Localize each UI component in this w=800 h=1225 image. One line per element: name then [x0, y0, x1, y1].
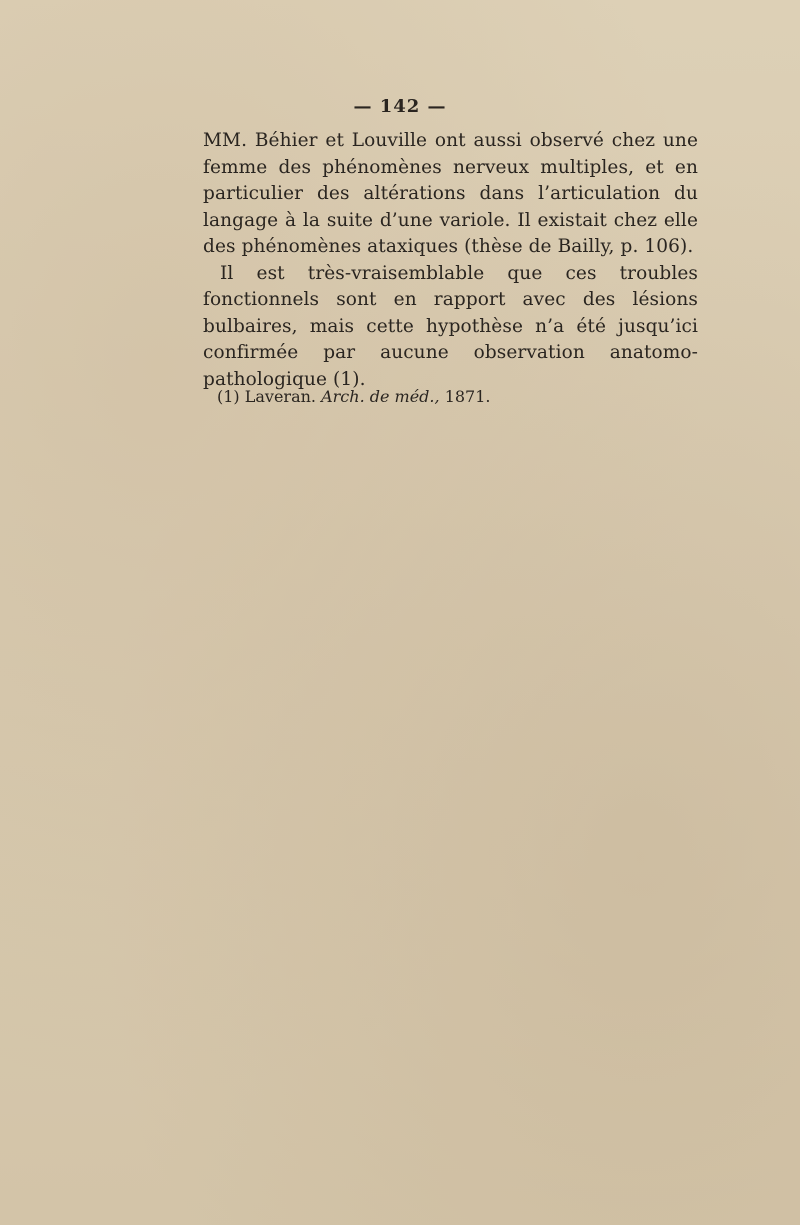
- footnote: [217, 386, 491, 408]
- page-number: — 142 —: [353, 96, 447, 117]
- body-text: [203, 128, 698, 393]
- footnote-year: 1871.: [444, 387, 491, 406]
- paragraph-1: MM. Béhier et Louville ont aussi observé chez une femme des phénomènes nerveux multiples, et en particulier des altérations dans l’articulation du langage à la suite d’une variole. Il existait chez elle des phénomènes ataxiques (thèse de Bailly, p. 106).: [203, 130, 698, 257]
- footnote-marker: (1) Laveran.: [217, 387, 316, 406]
- footnote-source: Arch. de méd.,: [321, 387, 440, 406]
- paragraph-2: Il est très-vraisemblable que ces troubles fonctionnels sont en rapport avec des lésions bulbaires, mais cette hypothèse n’a été jusqu’ici confirmée par aucune observation anatomo-pathologique (1).: [203, 262, 698, 390]
